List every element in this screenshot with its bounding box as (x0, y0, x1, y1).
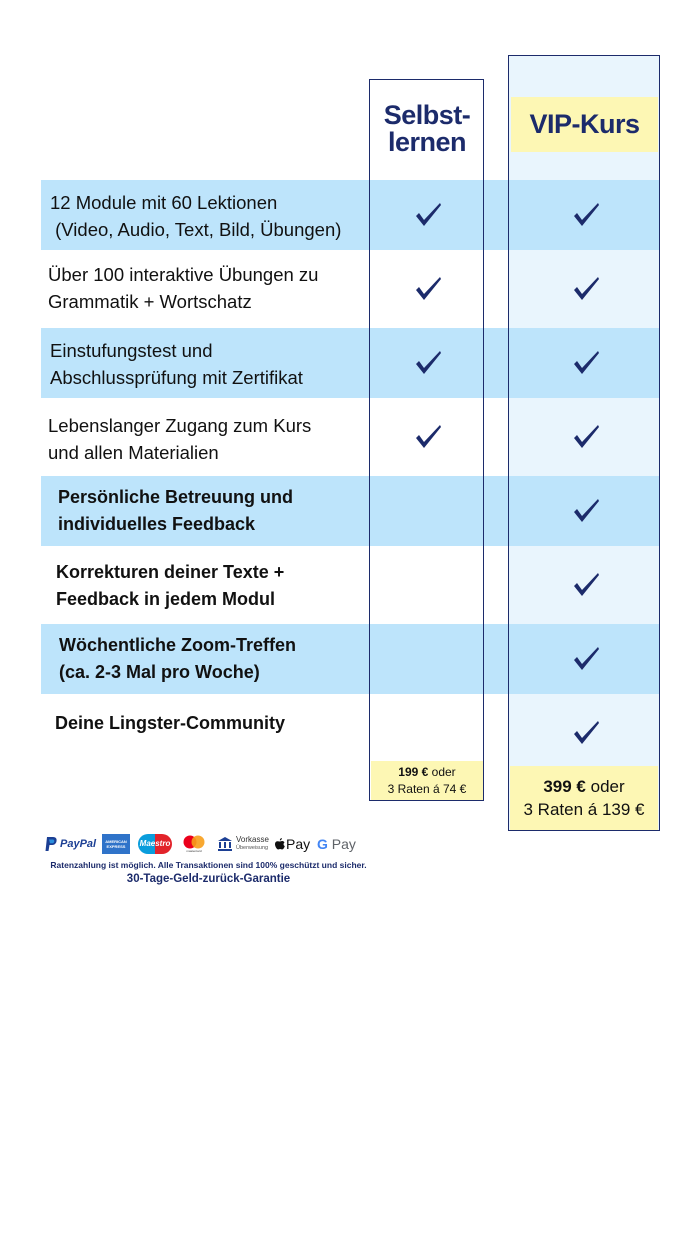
bank-transfer-text (236, 836, 269, 852)
self-check-icon (413, 348, 443, 378)
apple-icon (274, 838, 285, 851)
vip-check-icon (571, 496, 601, 526)
amex-logo (102, 833, 130, 855)
feature-line: und allen Materialien (48, 442, 219, 463)
vip-check-icon (571, 200, 601, 230)
vip-check-icon (571, 570, 601, 600)
amex-label: AMERICAN EXPRESS (102, 834, 130, 854)
mastercard-icon (183, 835, 205, 849)
vip-price-amount: 399 € (543, 777, 586, 796)
apple-pay-logo (274, 833, 310, 855)
self-study-title-line2: lernen (387, 127, 467, 157)
feature-line: Abschlussprüfung mit Zertifikat (50, 367, 303, 388)
vip-header: VIP-Kurs (529, 109, 640, 139)
bank-transfer-logo (217, 833, 269, 855)
vip-price (510, 766, 658, 830)
feature-text (55, 710, 285, 737)
feature-line: Persönliche Betreuung und (58, 487, 294, 507)
feature-line: Lebenslanger Zugang zum Kurs (48, 415, 312, 436)
paypal-icon (44, 836, 58, 852)
feature-line: Deine Lingster-Community (55, 713, 286, 733)
self-study-price-line (371, 764, 483, 781)
self-check-icon (413, 274, 443, 304)
feature-text (50, 337, 303, 391)
mastercard-label: mastercard (186, 849, 202, 853)
bank-transfer-sublabel: Überweisung (236, 845, 269, 851)
vip-check-icon (571, 718, 601, 748)
vip-price-suffix: oder (585, 777, 625, 796)
google-g-icon: G (317, 836, 328, 852)
feature-text (48, 261, 318, 315)
vip-installments: 3 Raten á 139 € (523, 800, 645, 819)
vip-check-icon (571, 422, 601, 452)
feature-line: Über 100 interaktive Übungen zu (48, 264, 319, 285)
feature-text (56, 559, 284, 613)
apple-pay-label: Pay (286, 836, 311, 852)
bank-icon (217, 836, 233, 852)
feature-line: 12 Module mit 60 Lektionen (50, 192, 278, 213)
payment-note: Ratenzahlung ist möglich. Alle Transaktionen sind 100% geschützt und sicher. (50, 860, 367, 870)
feature-line: (ca. 2-3 Mal pro Woche) (59, 662, 260, 682)
self-study-installments: 3 Raten á 74 € (387, 782, 467, 796)
feature-line: Wöchentliche Zoom-Treffen (59, 635, 297, 655)
vip-check-icon (571, 644, 601, 674)
money-back-guarantee: 30-Tage-Geld-zurück-Garantie (126, 873, 291, 885)
vip-check-icon (571, 274, 601, 304)
feature-line: Korrekturen deiner Texte + (56, 562, 285, 582)
feature-line: Einstufungstest und (50, 340, 213, 361)
self-check-icon (413, 200, 443, 230)
google-pay-text: Pay (327, 836, 356, 852)
feature-line: Feedback in jedem Modul (56, 589, 276, 609)
paypal-label: PayPal (60, 838, 97, 850)
maestro-logo (138, 833, 172, 855)
vip-check-icon (571, 348, 601, 378)
feature-line: Grammatik + Wortschatz (48, 291, 252, 312)
self-study-header (371, 102, 483, 156)
feature-line: individuelles Feedback (58, 514, 256, 534)
google-pay-label (317, 836, 356, 852)
self-study-price (371, 761, 483, 800)
feature-text (50, 189, 341, 243)
mastercard-logo (183, 833, 205, 855)
self-check-icon (413, 422, 443, 452)
self-study-title-line1: Selbst- (383, 100, 471, 130)
bank-transfer-label: Vorkasse (236, 835, 269, 844)
self-study-price-suffix: oder (428, 765, 456, 779)
feature-line: (Video, Audio, Text, Bild, Übungen) (50, 219, 342, 240)
google-pay-logo (317, 833, 356, 855)
feature-text (58, 484, 293, 538)
maestro-label: Maestro (138, 834, 172, 854)
paypal-logo (44, 833, 96, 855)
feature-text (59, 632, 296, 686)
self-study-price-amount: 199 € (398, 765, 429, 779)
vip-price-line (510, 775, 658, 798)
feature-text (48, 412, 311, 466)
